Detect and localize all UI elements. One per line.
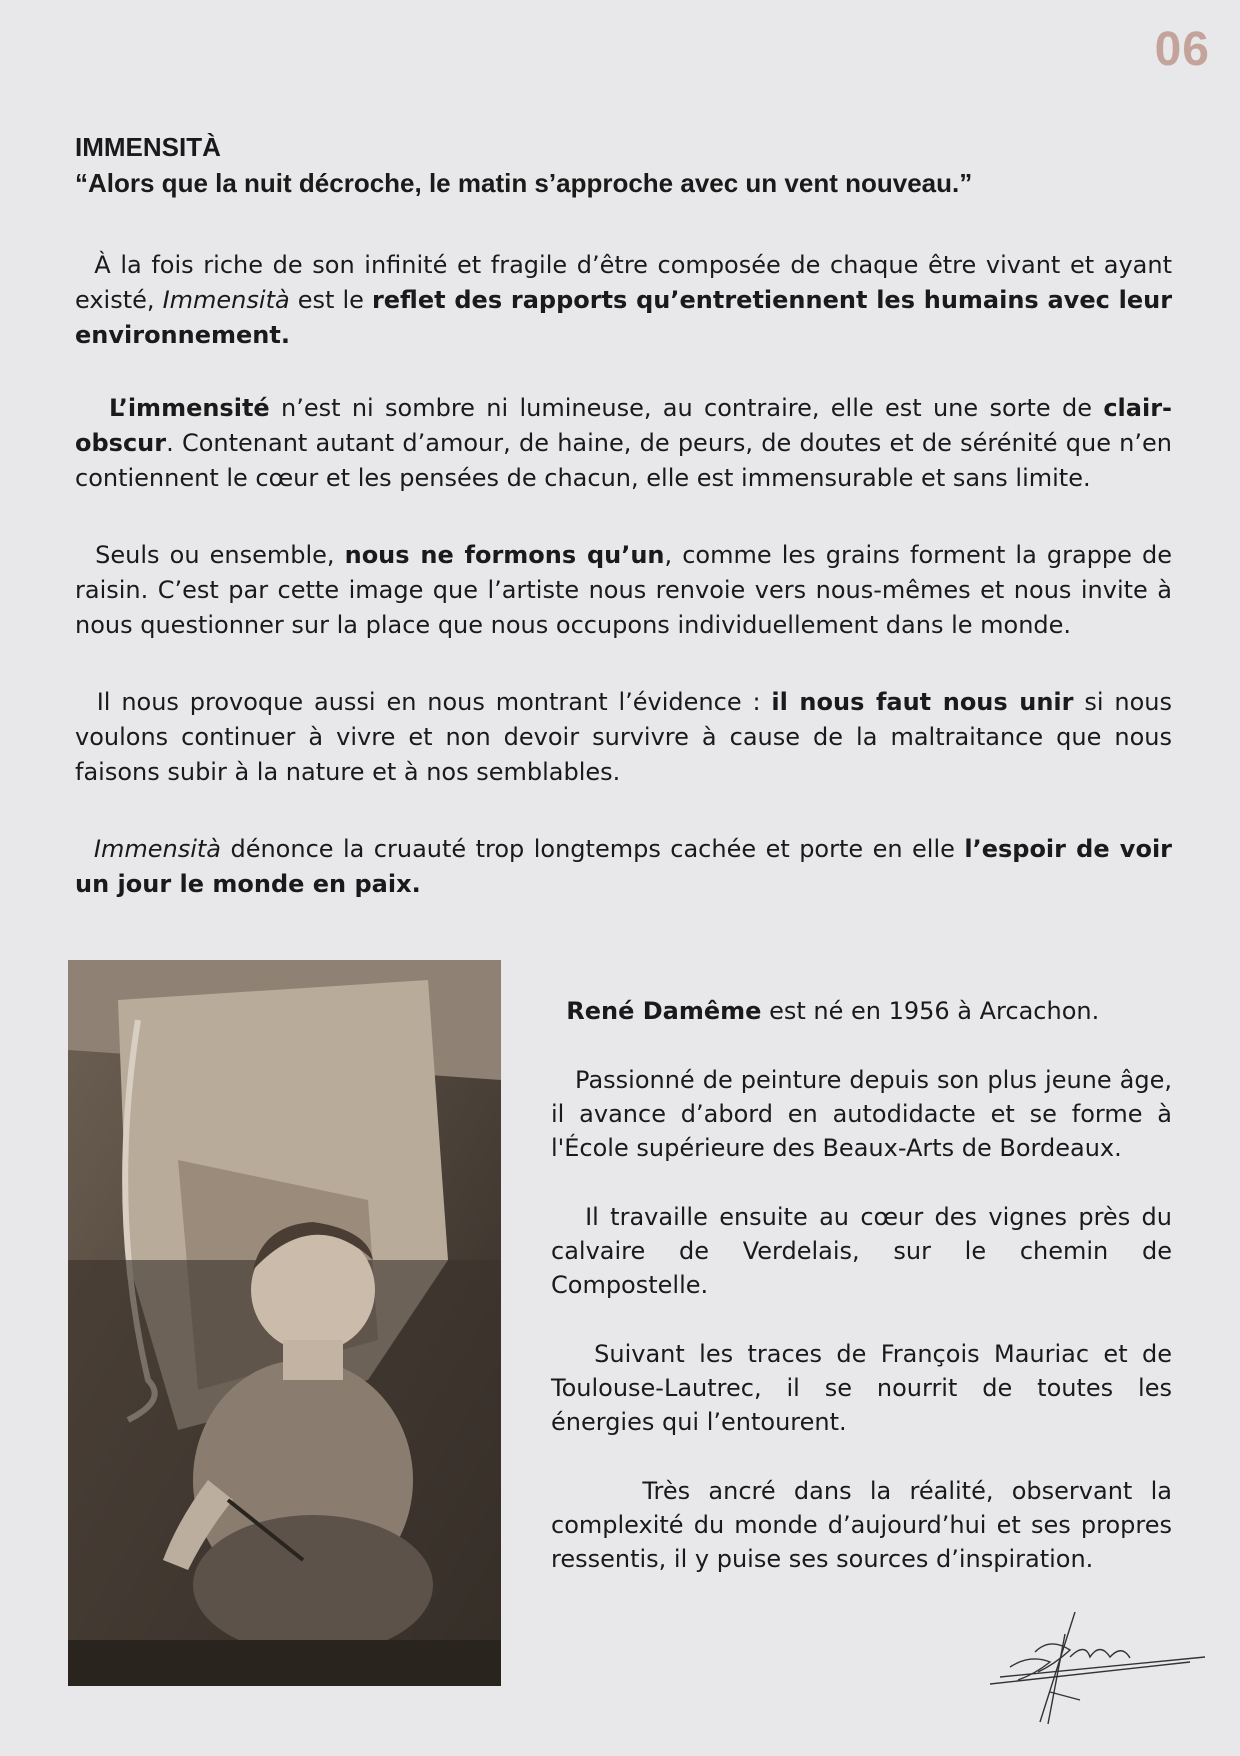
main-text: [75, 248, 1172, 944]
paragraph-5: Immensità dénonce la cruauté trop longtemps cachée et porte en elle l’espoir de voir un jour le monde en paix.: [75, 835, 1173, 898]
bio-paragraph-4: Suivant les traces de François Mauriac et de Toulouse-Lautrec, il se nourrit de toutes les énergies qui l’entourent.: [551, 1340, 1172, 1436]
paragraph-4: Il nous provoque aussi en nous montrant l’évidence : il nous faut nous unir si nous voulons continuer à vivre et non devoir survivre à cause de la maltraitance que nous faisons subir à la nature et à nos semblables.: [75, 688, 1172, 786]
heading: [75, 130, 1175, 202]
bio-paragraph-5: Très ancré dans la réalité, observant la complexité du monde d’aujourd’hui et ses propres ressentis, il y puise ses sources d’inspiration.: [551, 1477, 1172, 1573]
paragraph-3: Seuls ou ensemble, nous ne formons qu’un, comme les grains forment la grappe de raisin. C’est par cette image que l’artiste nous renvoie vers nous-mêmes et nous invite à nous questionner sur la place que nous occupons individuellement dans le monde.: [75, 541, 1173, 639]
paragraph-1: À la fois riche de son infinité et fragile d’être composée de chaque être vivant et ayant existé, Immensità est le reflet des rapports qu’entretiennent les humains avec leur environnement.: [75, 251, 1173, 349]
quote: “Alors que la nuit décroche, le matin s’approche avec un vent nouveau.”: [75, 168, 973, 198]
bio-paragraph-2: Passionné de peinture depuis son plus jeune âge, il avance d’abord en autodidacte et se forme à l'École supérieure des Beaux-Arts de Bordeaux.: [551, 1066, 1172, 1162]
artist-signature: [990, 1612, 1215, 1727]
bio-paragraph-1: René Damême est né en 1956 à Arcachon.: [566, 997, 1100, 1025]
page-title: IMMENSITÀ: [75, 132, 221, 162]
artist-childhood-photo: [68, 960, 501, 1686]
artist-bio: [551, 994, 1172, 1611]
paragraph-2: L’immensité n’est ni sombre ni lumineuse, au contraire, elle est une sorte de clair-obscur. Contenant autant d’amour, de haine, de peurs, de doutes et de sérénité que n’en contiennent le cœur et les pensées de chacun, elle est immensurable et sans limite.: [75, 394, 1172, 492]
bio-paragraph-3: Il travaille ensuite au cœur des vignes près du calvaire de Verdelais, sur le chemin de Compostelle.: [551, 1203, 1172, 1299]
page-number: 06: [1154, 23, 1210, 76]
